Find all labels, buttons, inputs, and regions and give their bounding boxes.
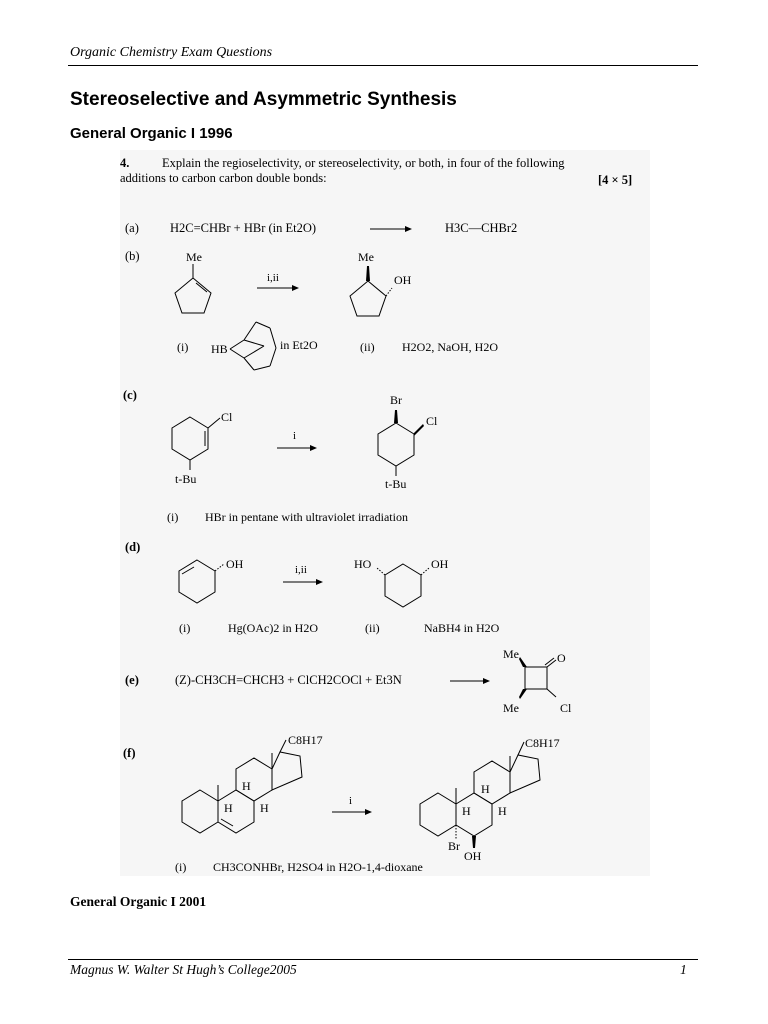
part-c-cl-2: Cl [426, 414, 438, 428]
part-f-c8h17-1: C8H17 [288, 733, 323, 747]
methylcyclopentanol-structure [350, 266, 392, 316]
part-e-arrow [450, 678, 490, 684]
9-bbn-structure [230, 322, 276, 370]
part-e-reactants: (Z)-CH3CH=CHCH3 + ClCH2COCl + Et3N [175, 673, 402, 687]
part-d-cond-ii: NaBH4 in H2O [424, 621, 500, 635]
part-d-ho: HO [354, 557, 372, 571]
question-line-2: additions to carbon carbon double bonds: [120, 171, 327, 185]
part-b-cond-i-label: (i) [177, 340, 189, 354]
part-c-label: (c) [123, 388, 137, 402]
part-f-h-4: H [481, 782, 490, 796]
part-f-label: (f) [123, 746, 136, 760]
chlorocyclohexene-structure [172, 417, 220, 470]
part-b-arrow [257, 285, 299, 291]
page-number: 1 [680, 962, 687, 977]
question-line-1: Explain the regioselectivity, or stereoselectivity, or both, in four of the following [162, 156, 565, 170]
part-d-label: (d) [125, 540, 141, 554]
part-e-me-bottom: Me [503, 701, 519, 715]
part-b-cond-ii: H2O2, NaOH, H2O [402, 340, 498, 354]
part-b-oh: OH [394, 273, 412, 287]
part-d-oh-1: OH [226, 557, 244, 571]
methylcyclopentene-structure [175, 264, 211, 313]
running-header: Organic Chemistry Exam Questions [70, 45, 273, 60]
part-d-cond-i: Hg(OAc)2 in H2O [228, 621, 318, 635]
part-e-cl: Cl [560, 701, 572, 715]
part-b-me-1: Me [186, 250, 202, 264]
cyclobutanone-structure [519, 657, 556, 699]
part-f-c8h17-2: C8H17 [525, 736, 560, 750]
header-rule [68, 65, 698, 66]
part-f-arrow [332, 809, 372, 815]
part-c-cl-1: Cl [221, 410, 233, 424]
part-d-cond-ii-label: (ii) [365, 621, 380, 635]
part-e-label: (e) [125, 673, 139, 687]
part-f-oh: OH [464, 849, 482, 863]
question-marks: [4 × 5] [598, 173, 633, 187]
part-b-arrow-label: i,ii [267, 272, 279, 284]
cyclohexenol-structure [179, 560, 224, 603]
part-d-arrow [283, 579, 323, 585]
section-heading-1996: General Organic I 1996 [70, 125, 233, 142]
part-f-cond-i-label: (i) [175, 860, 187, 874]
part-f-cond-i: CH3CONHBr, H2SO4 in H2O-1,4-dioxane [213, 860, 423, 874]
cyclohexanediol-structure [377, 564, 429, 607]
part-f-h-2: H [224, 801, 233, 815]
part-f-br: Br [448, 839, 460, 853]
part-f-h-6: H [498, 804, 507, 818]
footer-rule [68, 959, 698, 960]
part-b-me-2: Me [358, 250, 374, 264]
part-f-h-5: H [462, 804, 471, 818]
part-c-arrow-label: i [293, 430, 297, 442]
scanned-question-block [120, 150, 650, 876]
part-f-arrow-label: i [349, 795, 353, 807]
part-c-br: Br [390, 393, 402, 407]
footer-author: Magnus W. Walter St Hugh’s College2005 [70, 962, 297, 977]
part-f-h-3: H [260, 801, 269, 815]
page-title: Stereoselective and Asymmetric Synthesis [70, 89, 457, 110]
part-c-tbu-2: t-Bu [385, 477, 407, 491]
part-b-hb: HB [211, 342, 228, 356]
part-e-o: O [557, 651, 566, 665]
bromohydrin-steroid-structure [420, 742, 540, 848]
part-b-cond-i-solvent: in Et2O [280, 338, 318, 352]
part-c-cond-i: HBr in pentane with ultraviolet irradiation [205, 510, 408, 524]
part-b-cond-ii-label: (ii) [360, 340, 375, 354]
part-a-label: (a) [125, 221, 139, 235]
part-a-arrow [370, 226, 412, 232]
part-c-cond-i-label: (i) [167, 510, 179, 524]
part-d-oh-2: OH [431, 557, 449, 571]
part-d-arrow-label: i,ii [295, 564, 307, 576]
part-c-arrow [277, 445, 317, 451]
part-a-product: H3C—CHBr2 [445, 221, 518, 235]
part-d-cond-i-label: (i) [179, 621, 191, 635]
question-figure [120, 150, 650, 876]
bromochlorocyclohexane-structure [378, 410, 424, 476]
question-number: 4. [120, 156, 130, 170]
part-e-me-top: Me [503, 647, 519, 661]
part-c-tbu-1: t-Bu [175, 472, 197, 486]
part-b-label: (b) [125, 249, 140, 263]
part-f-h-1: H [242, 779, 251, 793]
part-a-reactants: H2C=CHBr + HBr (in Et2O) [170, 221, 317, 235]
section-heading-2001: General Organic I 2001 [70, 894, 207, 909]
